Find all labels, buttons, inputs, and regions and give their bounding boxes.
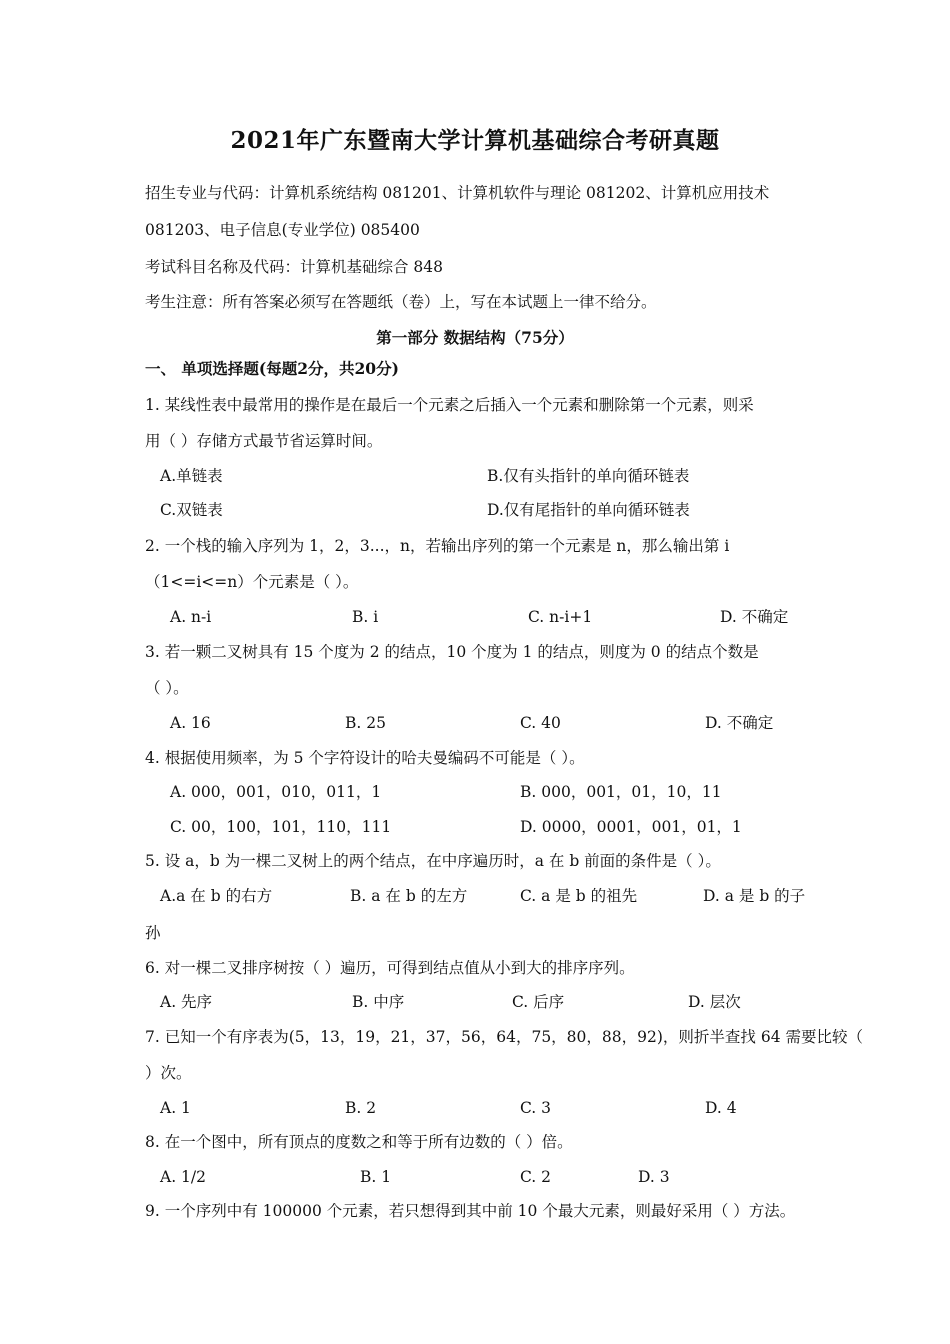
option-c: C. 3 bbox=[520, 1099, 552, 1117]
question-4-line-1: 4. 根据使用频率，为 5 个字符设计的哈夫曼编码不可能是（ ）。 bbox=[145, 749, 585, 767]
option-d: D. 4 bbox=[705, 1099, 737, 1117]
option-d: D. 层次 bbox=[688, 993, 741, 1011]
question-2-options bbox=[0, 607, 950, 627]
option-a: A. 16 bbox=[170, 714, 211, 732]
option-d: D. 0000，0001，001，01，1 bbox=[520, 818, 742, 836]
option-d: D.仅有尾指针的单向循环链表 bbox=[487, 501, 690, 519]
question-1-line-1: 1. 某线性表中最常用的操作是在最后一个元素之后插入一个元素和删除第一个元素，则采 bbox=[145, 396, 754, 414]
major-line-2: 081203、电子信息(专业学位) 085400 bbox=[145, 221, 420, 239]
option-b: B. 中序 bbox=[352, 993, 405, 1011]
subject-line: 考试科目名称及代码：计算机基础综合 848 bbox=[145, 258, 444, 276]
option-d: D. 不确定 bbox=[705, 714, 774, 732]
question-1-line-2: 用（ ）存储方式最节省运算时间。 bbox=[145, 432, 383, 450]
page-title: 2021年广东暨南大学计算机基础综合考研真题 bbox=[230, 127, 720, 154]
question-8-options bbox=[0, 1167, 950, 1187]
major-line-1: 招生专业与代码：计算机系统结构 081201、计算机软件与理论 081202、计算机应用技术 bbox=[145, 184, 770, 202]
option-a: A. 1 bbox=[160, 1099, 191, 1117]
question-9-line-1: 9. 一个序列中有 100000 个元素，若只想得到其中前 10 个最大元素，则最好采用（ ）方法。 bbox=[145, 1202, 796, 1220]
option-a: A.单链表 bbox=[160, 467, 223, 485]
question-5-line-1: 5. 设 a，b 为一棵二叉树上的两个结点，在中序遍历时，a 在 b 前面的条件是（ ）。 bbox=[145, 852, 721, 870]
option-d: D. 不确定 bbox=[720, 608, 789, 626]
question-5-option-d-wrap: 孙 bbox=[145, 924, 161, 942]
option-c: C. a 是 b 的祖先 bbox=[520, 887, 638, 905]
question-4-options-row-1 bbox=[0, 782, 950, 802]
question-2-line-2: （1<=i<=n）个元素是（ ）。 bbox=[145, 573, 359, 591]
option-a: A. 1/2 bbox=[160, 1168, 206, 1186]
option-b: B. 25 bbox=[345, 714, 386, 732]
question-8-line-1: 8. 在一个图中，所有顶点的度数之和等于所有边数的（ ）倍。 bbox=[145, 1133, 573, 1151]
question-1-options-row-2 bbox=[0, 500, 950, 520]
option-a: A. 先序 bbox=[160, 993, 213, 1011]
option-b: B. a 在 b 的左方 bbox=[350, 887, 468, 905]
option-b: B. 000，001，01，10，11 bbox=[520, 783, 722, 801]
option-a: A.a 在 b 的右方 bbox=[160, 887, 273, 905]
option-c: C. n-i+1 bbox=[528, 608, 593, 626]
question-5-options bbox=[0, 886, 950, 906]
option-c: C. 2 bbox=[520, 1168, 552, 1186]
question-7-line-1: 7. 已知一个有序表为(5，13，19，21，37，56，64，75，80，88，92)，则折半查找 64 需要比较（ bbox=[145, 1028, 863, 1046]
option-b: B.仅有头指针的单向循环链表 bbox=[487, 467, 690, 485]
option-d: D. 3 bbox=[638, 1168, 670, 1186]
question-3-options bbox=[0, 713, 950, 733]
option-c: C.双链表 bbox=[160, 501, 223, 519]
option-a: A. 000，001，010，011，1 bbox=[170, 783, 382, 801]
option-a: A. n-i bbox=[170, 608, 212, 626]
section1-title: 一、 单项选择题(每题2分，共20分) bbox=[145, 359, 399, 378]
question-6-line-1: 6. 对一棵二叉排序树按（ ）遍历，可得到结点值从小到大的排序序列。 bbox=[145, 959, 635, 977]
question-2-line-1: 2. 一个栈的输入序列为 1，2，3...，n，若输出序列的第一个元素是 n，那么输出第 i bbox=[145, 537, 730, 555]
option-c: C. 00，100，101，110，111 bbox=[170, 818, 392, 836]
question-7-line-2: ）次。 bbox=[145, 1064, 192, 1082]
option-b: B. i bbox=[352, 608, 379, 626]
question-4-options-row-2 bbox=[0, 817, 950, 837]
question-3-line-2: （ ）。 bbox=[145, 679, 189, 697]
question-6-options bbox=[0, 992, 950, 1012]
option-c: C. 40 bbox=[520, 714, 561, 732]
notice-line: 考生注意：所有答案必须写在答题纸（卷）上，写在本试题上一律不给分。 bbox=[145, 293, 657, 311]
question-7-options bbox=[0, 1098, 950, 1118]
option-d: D. a 是 b 的子 bbox=[703, 887, 806, 905]
option-c: C. 后序 bbox=[512, 993, 565, 1011]
option-b: B. 2 bbox=[345, 1099, 377, 1117]
question-1-options-row-1 bbox=[0, 466, 950, 486]
part1-title: 第一部分 数据结构（75分） bbox=[376, 328, 574, 347]
question-3-line-1: 3. 若一颗二叉树具有 15 个度为 2 的结点，10 个度为 1 的结点，则度为 0 的结点个数是 bbox=[145, 643, 759, 661]
option-b: B. 1 bbox=[360, 1168, 392, 1186]
